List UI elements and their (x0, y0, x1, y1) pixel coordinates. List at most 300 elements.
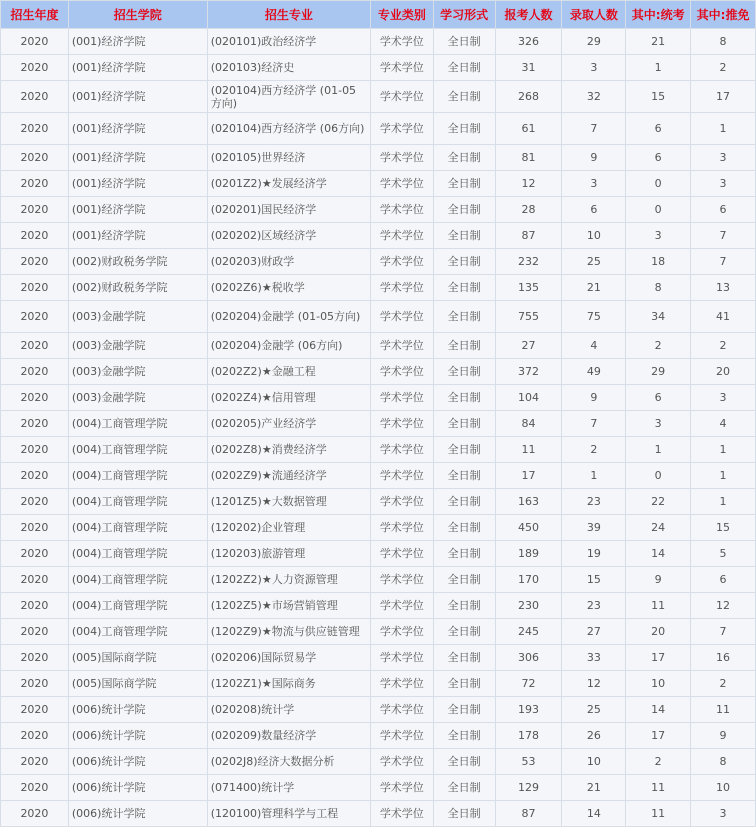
cell-college: (001)经济学院 (69, 223, 207, 248)
cell-unified-exam: 17 (626, 723, 690, 748)
cell-applicants: 372 (496, 359, 562, 384)
cell-study-mode: 全日制 (434, 723, 495, 748)
column-header-unified-exam: 其中:统考 (626, 1, 690, 28)
table-row (1, 489, 755, 514)
cell-applicants: 81 (496, 145, 562, 170)
cell-applicants: 28 (496, 197, 562, 222)
cell-study-mode: 全日制 (434, 171, 495, 196)
cell-category: 学术学位 (371, 593, 433, 618)
cell-applicants: 170 (496, 567, 562, 592)
table-body (1, 29, 755, 826)
table-row (1, 463, 755, 488)
cell-recommended: 12 (691, 593, 755, 618)
cell-study-mode: 全日制 (434, 437, 495, 462)
cell-admitted: 10 (562, 223, 625, 248)
cell-recommended: 1 (691, 437, 755, 462)
cell-recommended: 1 (691, 489, 755, 514)
cell-study-mode: 全日制 (434, 541, 495, 566)
table-row (1, 301, 755, 332)
cell-applicants: 84 (496, 411, 562, 436)
cell-unified-exam: 11 (626, 801, 690, 826)
cell-college: (006)统计学院 (69, 775, 207, 800)
cell-category: 学术学位 (371, 775, 433, 800)
table-row (1, 171, 755, 196)
cell-admitted: 23 (562, 489, 625, 514)
cell-admitted: 27 (562, 619, 625, 644)
cell-unified-exam: 1 (626, 55, 690, 80)
cell-college: (004)工商管理学院 (69, 489, 207, 514)
cell-college: (004)工商管理学院 (69, 411, 207, 436)
cell-year: 2020 (1, 145, 68, 170)
cell-year: 2020 (1, 29, 68, 54)
cell-recommended: 5 (691, 541, 755, 566)
cell-applicants: 135 (496, 275, 562, 300)
column-header-year: 招生年度 (1, 1, 68, 28)
cell-study-mode: 全日制 (434, 333, 495, 358)
cell-unified-exam: 3 (626, 223, 690, 248)
cell-category: 学术学位 (371, 437, 433, 462)
cell-study-mode: 全日制 (434, 671, 495, 696)
cell-study-mode: 全日制 (434, 197, 495, 222)
table-row (1, 515, 755, 540)
cell-major: (020206)国际贸易学 (208, 645, 370, 670)
cell-major: (020105)世界经济 (208, 145, 370, 170)
column-header-college: 招生学院 (69, 1, 207, 28)
cell-category: 学术学位 (371, 81, 433, 112)
cell-unified-exam: 11 (626, 593, 690, 618)
table-row (1, 541, 755, 566)
cell-college: (001)经济学院 (69, 81, 207, 112)
cell-unified-exam: 9 (626, 567, 690, 592)
header-row (1, 1, 755, 28)
cell-recommended: 2 (691, 333, 755, 358)
cell-unified-exam: 17 (626, 645, 690, 670)
table-row (1, 437, 755, 462)
cell-study-mode: 全日制 (434, 775, 495, 800)
cell-admitted: 9 (562, 145, 625, 170)
table-row (1, 567, 755, 592)
cell-study-mode: 全日制 (434, 113, 495, 144)
cell-admitted: 39 (562, 515, 625, 540)
cell-year: 2020 (1, 463, 68, 488)
cell-applicants: 87 (496, 223, 562, 248)
cell-unified-exam: 22 (626, 489, 690, 514)
cell-category: 学术学位 (371, 171, 433, 196)
cell-category: 学术学位 (371, 275, 433, 300)
cell-major: (0202J8)经济大数据分析 (208, 749, 370, 774)
cell-major: (0201Z2)★发展经济学 (208, 171, 370, 196)
cell-study-mode: 全日制 (434, 359, 495, 384)
table-row (1, 333, 755, 358)
cell-unified-exam: 8 (626, 275, 690, 300)
cell-year: 2020 (1, 197, 68, 222)
cell-admitted: 12 (562, 671, 625, 696)
cell-year: 2020 (1, 81, 68, 112)
cell-major: (020201)国民经济学 (208, 197, 370, 222)
cell-recommended: 20 (691, 359, 755, 384)
cell-applicants: 755 (496, 301, 562, 332)
cell-year: 2020 (1, 489, 68, 514)
cell-major: (020205)产业经济学 (208, 411, 370, 436)
cell-college: (005)国际商学院 (69, 671, 207, 696)
cell-applicants: 268 (496, 81, 562, 112)
cell-category: 学术学位 (371, 671, 433, 696)
cell-year: 2020 (1, 541, 68, 566)
cell-major: (071400)统计学 (208, 775, 370, 800)
cell-unified-exam: 10 (626, 671, 690, 696)
cell-applicants: 53 (496, 749, 562, 774)
cell-college: (006)统计学院 (69, 749, 207, 774)
cell-applicants: 17 (496, 463, 562, 488)
cell-year: 2020 (1, 645, 68, 670)
cell-admitted: 9 (562, 385, 625, 410)
cell-college: (006)统计学院 (69, 801, 207, 826)
cell-college: (001)经济学院 (69, 171, 207, 196)
table-row (1, 275, 755, 300)
cell-category: 学术学位 (371, 249, 433, 274)
cell-major: (020104)西方经济学 (06方向) (208, 113, 370, 144)
cell-study-mode: 全日制 (434, 515, 495, 540)
cell-category: 学术学位 (371, 749, 433, 774)
cell-recommended: 10 (691, 775, 755, 800)
cell-category: 学术学位 (371, 29, 433, 54)
cell-category: 学术学位 (371, 223, 433, 248)
cell-college: (003)金融学院 (69, 385, 207, 410)
cell-unified-exam: 0 (626, 171, 690, 196)
cell-year: 2020 (1, 249, 68, 274)
cell-year: 2020 (1, 437, 68, 462)
cell-study-mode: 全日制 (434, 223, 495, 248)
cell-study-mode: 全日制 (434, 145, 495, 170)
cell-applicants: 245 (496, 619, 562, 644)
cell-study-mode: 全日制 (434, 801, 495, 826)
cell-major: (120202)企业管理 (208, 515, 370, 540)
cell-admitted: 15 (562, 567, 625, 592)
cell-unified-exam: 2 (626, 333, 690, 358)
table-row (1, 29, 755, 54)
cell-unified-exam: 2 (626, 749, 690, 774)
cell-admitted: 19 (562, 541, 625, 566)
cell-recommended: 3 (691, 801, 755, 826)
table-row (1, 723, 755, 748)
cell-unified-exam: 6 (626, 113, 690, 144)
cell-year: 2020 (1, 775, 68, 800)
table-row (1, 801, 755, 826)
cell-unified-exam: 18 (626, 249, 690, 274)
cell-category: 学术学位 (371, 385, 433, 410)
cell-admitted: 7 (562, 113, 625, 144)
cell-unified-exam: 21 (626, 29, 690, 54)
cell-study-mode: 全日制 (434, 55, 495, 80)
cell-study-mode: 全日制 (434, 301, 495, 332)
table-row (1, 775, 755, 800)
cell-college: (002)财政税务学院 (69, 249, 207, 274)
cell-recommended: 17 (691, 81, 755, 112)
cell-admitted: 26 (562, 723, 625, 748)
cell-college: (004)工商管理学院 (69, 541, 207, 566)
cell-college: (004)工商管理学院 (69, 619, 207, 644)
cell-college: (004)工商管理学院 (69, 593, 207, 618)
cell-year: 2020 (1, 697, 68, 722)
cell-college: (006)统计学院 (69, 723, 207, 748)
cell-applicants: 230 (496, 593, 562, 618)
cell-study-mode: 全日制 (434, 619, 495, 644)
cell-year: 2020 (1, 359, 68, 384)
table-row (1, 645, 755, 670)
cell-unified-exam: 20 (626, 619, 690, 644)
cell-category: 学术学位 (371, 697, 433, 722)
cell-major: (0202Z4)★信用管理 (208, 385, 370, 410)
cell-college: (005)国际商学院 (69, 645, 207, 670)
cell-category: 学术学位 (371, 515, 433, 540)
cell-category: 学术学位 (371, 801, 433, 826)
cell-recommended: 41 (691, 301, 755, 332)
cell-category: 学术学位 (371, 567, 433, 592)
column-header-recommended: 其中:推免 (691, 1, 755, 28)
cell-recommended: 4 (691, 411, 755, 436)
cell-year: 2020 (1, 333, 68, 358)
cell-admitted: 75 (562, 301, 625, 332)
cell-category: 学术学位 (371, 541, 433, 566)
cell-admitted: 33 (562, 645, 625, 670)
cell-unified-exam: 14 (626, 697, 690, 722)
cell-study-mode: 全日制 (434, 249, 495, 274)
cell-year: 2020 (1, 749, 68, 774)
cell-admitted: 10 (562, 749, 625, 774)
cell-admitted: 21 (562, 275, 625, 300)
cell-unified-exam: 6 (626, 145, 690, 170)
cell-unified-exam: 1 (626, 437, 690, 462)
cell-applicants: 178 (496, 723, 562, 748)
cell-category: 学术学位 (371, 463, 433, 488)
cell-college: (006)统计学院 (69, 697, 207, 722)
cell-major: (020203)财政学 (208, 249, 370, 274)
cell-major: (1201Z5)★大数据管理 (208, 489, 370, 514)
cell-admitted: 1 (562, 463, 625, 488)
cell-unified-exam: 11 (626, 775, 690, 800)
cell-study-mode: 全日制 (434, 697, 495, 722)
table-row (1, 749, 755, 774)
cell-college: (002)财政税务学院 (69, 275, 207, 300)
cell-applicants: 450 (496, 515, 562, 540)
cell-recommended: 3 (691, 145, 755, 170)
cell-study-mode: 全日制 (434, 385, 495, 410)
cell-study-mode: 全日制 (434, 749, 495, 774)
cell-recommended: 13 (691, 275, 755, 300)
cell-year: 2020 (1, 593, 68, 618)
cell-recommended: 2 (691, 671, 755, 696)
cell-admitted: 6 (562, 197, 625, 222)
cell-year: 2020 (1, 411, 68, 436)
cell-unified-exam: 6 (626, 385, 690, 410)
cell-admitted: 3 (562, 171, 625, 196)
cell-unified-exam: 34 (626, 301, 690, 332)
cell-year: 2020 (1, 275, 68, 300)
column-header-category: 专业类别 (371, 1, 433, 28)
cell-major: (0202Z9)★流通经济学 (208, 463, 370, 488)
cell-college: (004)工商管理学院 (69, 437, 207, 462)
cell-college: (001)经济学院 (69, 113, 207, 144)
cell-study-mode: 全日制 (434, 411, 495, 436)
cell-admitted: 29 (562, 29, 625, 54)
cell-category: 学术学位 (371, 197, 433, 222)
cell-college: (004)工商管理学院 (69, 463, 207, 488)
cell-category: 学术学位 (371, 489, 433, 514)
cell-college: (001)经济学院 (69, 29, 207, 54)
cell-unified-exam: 14 (626, 541, 690, 566)
cell-college: (003)金融学院 (69, 359, 207, 384)
cell-college: (004)工商管理学院 (69, 515, 207, 540)
cell-study-mode: 全日制 (434, 463, 495, 488)
cell-applicants: 72 (496, 671, 562, 696)
cell-major: (1202Z9)★物流与供应链管理 (208, 619, 370, 644)
cell-category: 学术学位 (371, 113, 433, 144)
cell-year: 2020 (1, 619, 68, 644)
cell-year: 2020 (1, 223, 68, 248)
cell-unified-exam: 29 (626, 359, 690, 384)
cell-major: (120203)旅游管理 (208, 541, 370, 566)
cell-major: (020204)金融学 (01-05方向) (208, 301, 370, 332)
cell-major: (020104)西方经济学 (01-05方向) (208, 81, 370, 112)
cell-applicants: 11 (496, 437, 562, 462)
cell-applicants: 87 (496, 801, 562, 826)
cell-applicants: 189 (496, 541, 562, 566)
cell-admitted: 49 (562, 359, 625, 384)
cell-unified-exam: 3 (626, 411, 690, 436)
cell-admitted: 21 (562, 775, 625, 800)
table-row (1, 359, 755, 384)
cell-admitted: 7 (562, 411, 625, 436)
cell-recommended: 1 (691, 113, 755, 144)
cell-admitted: 4 (562, 333, 625, 358)
cell-recommended: 9 (691, 723, 755, 748)
cell-major: (120100)管理科学与工程 (208, 801, 370, 826)
table-row (1, 113, 755, 144)
cell-admitted: 32 (562, 81, 625, 112)
cell-recommended: 3 (691, 385, 755, 410)
cell-year: 2020 (1, 171, 68, 196)
cell-study-mode: 全日制 (434, 81, 495, 112)
cell-college: (004)工商管理学院 (69, 567, 207, 592)
cell-recommended: 3 (691, 171, 755, 196)
cell-recommended: 16 (691, 645, 755, 670)
table-row (1, 671, 755, 696)
cell-admitted: 25 (562, 697, 625, 722)
table-row (1, 619, 755, 644)
cell-recommended: 7 (691, 619, 755, 644)
cell-unified-exam: 0 (626, 197, 690, 222)
cell-college: (003)金融学院 (69, 333, 207, 358)
cell-recommended: 11 (691, 697, 755, 722)
cell-college: (001)经济学院 (69, 197, 207, 222)
cell-college: (001)经济学院 (69, 55, 207, 80)
table-row (1, 249, 755, 274)
table-row (1, 55, 755, 80)
table-row (1, 593, 755, 618)
cell-admitted: 2 (562, 437, 625, 462)
cell-year: 2020 (1, 515, 68, 540)
cell-major: (0202Z2)★金融工程 (208, 359, 370, 384)
cell-major: (020208)统计学 (208, 697, 370, 722)
table-row (1, 145, 755, 170)
cell-applicants: 12 (496, 171, 562, 196)
table-row (1, 81, 755, 112)
cell-category: 学术学位 (371, 333, 433, 358)
cell-major: (1202Z5)★市场营销管理 (208, 593, 370, 618)
cell-recommended: 2 (691, 55, 755, 80)
cell-applicants: 163 (496, 489, 562, 514)
cell-admitted: 14 (562, 801, 625, 826)
cell-major: (020101)政治经济学 (208, 29, 370, 54)
cell-applicants: 104 (496, 385, 562, 410)
cell-recommended: 15 (691, 515, 755, 540)
table-row (1, 385, 755, 410)
cell-category: 学术学位 (371, 411, 433, 436)
cell-applicants: 193 (496, 697, 562, 722)
cell-study-mode: 全日制 (434, 489, 495, 514)
cell-unified-exam: 24 (626, 515, 690, 540)
cell-recommended: 6 (691, 567, 755, 592)
cell-category: 学术学位 (371, 301, 433, 332)
cell-major: (1202Z2)★人力资源管理 (208, 567, 370, 592)
cell-recommended: 6 (691, 197, 755, 222)
cell-recommended: 8 (691, 29, 755, 54)
cell-recommended: 7 (691, 223, 755, 248)
table-row (1, 197, 755, 222)
cell-year: 2020 (1, 301, 68, 332)
cell-year: 2020 (1, 801, 68, 826)
cell-major: (020209)数量经济学 (208, 723, 370, 748)
cell-category: 学术学位 (371, 359, 433, 384)
cell-college: (001)经济学院 (69, 145, 207, 170)
column-header-admitted: 录取人数 (562, 1, 625, 28)
cell-major: (1202Z1)★国际商务 (208, 671, 370, 696)
cell-applicants: 31 (496, 55, 562, 80)
cell-major: (020204)金融学 (06方向) (208, 333, 370, 358)
cell-study-mode: 全日制 (434, 645, 495, 670)
cell-category: 学术学位 (371, 55, 433, 80)
cell-year: 2020 (1, 567, 68, 592)
cell-study-mode: 全日制 (434, 593, 495, 618)
table-row (1, 411, 755, 436)
cell-applicants: 61 (496, 113, 562, 144)
cell-major: (0202Z8)★消费经济学 (208, 437, 370, 462)
cell-recommended: 1 (691, 463, 755, 488)
cell-major: (020103)经济史 (208, 55, 370, 80)
cell-unified-exam: 15 (626, 81, 690, 112)
column-header-study-mode: 学习形式 (434, 1, 495, 28)
cell-applicants: 326 (496, 29, 562, 54)
cell-recommended: 8 (691, 749, 755, 774)
cell-applicants: 306 (496, 645, 562, 670)
cell-unified-exam: 0 (626, 463, 690, 488)
cell-admitted: 25 (562, 249, 625, 274)
cell-category: 学术学位 (371, 723, 433, 748)
cell-year: 2020 (1, 55, 68, 80)
cell-year: 2020 (1, 385, 68, 410)
cell-admitted: 3 (562, 55, 625, 80)
cell-year: 2020 (1, 113, 68, 144)
cell-admitted: 23 (562, 593, 625, 618)
cell-study-mode: 全日制 (434, 29, 495, 54)
cell-category: 学术学位 (371, 145, 433, 170)
table-row (1, 223, 755, 248)
column-header-applicants: 报考人数 (496, 1, 562, 28)
cell-study-mode: 全日制 (434, 567, 495, 592)
cell-category: 学术学位 (371, 619, 433, 644)
cell-study-mode: 全日制 (434, 275, 495, 300)
cell-recommended: 7 (691, 249, 755, 274)
